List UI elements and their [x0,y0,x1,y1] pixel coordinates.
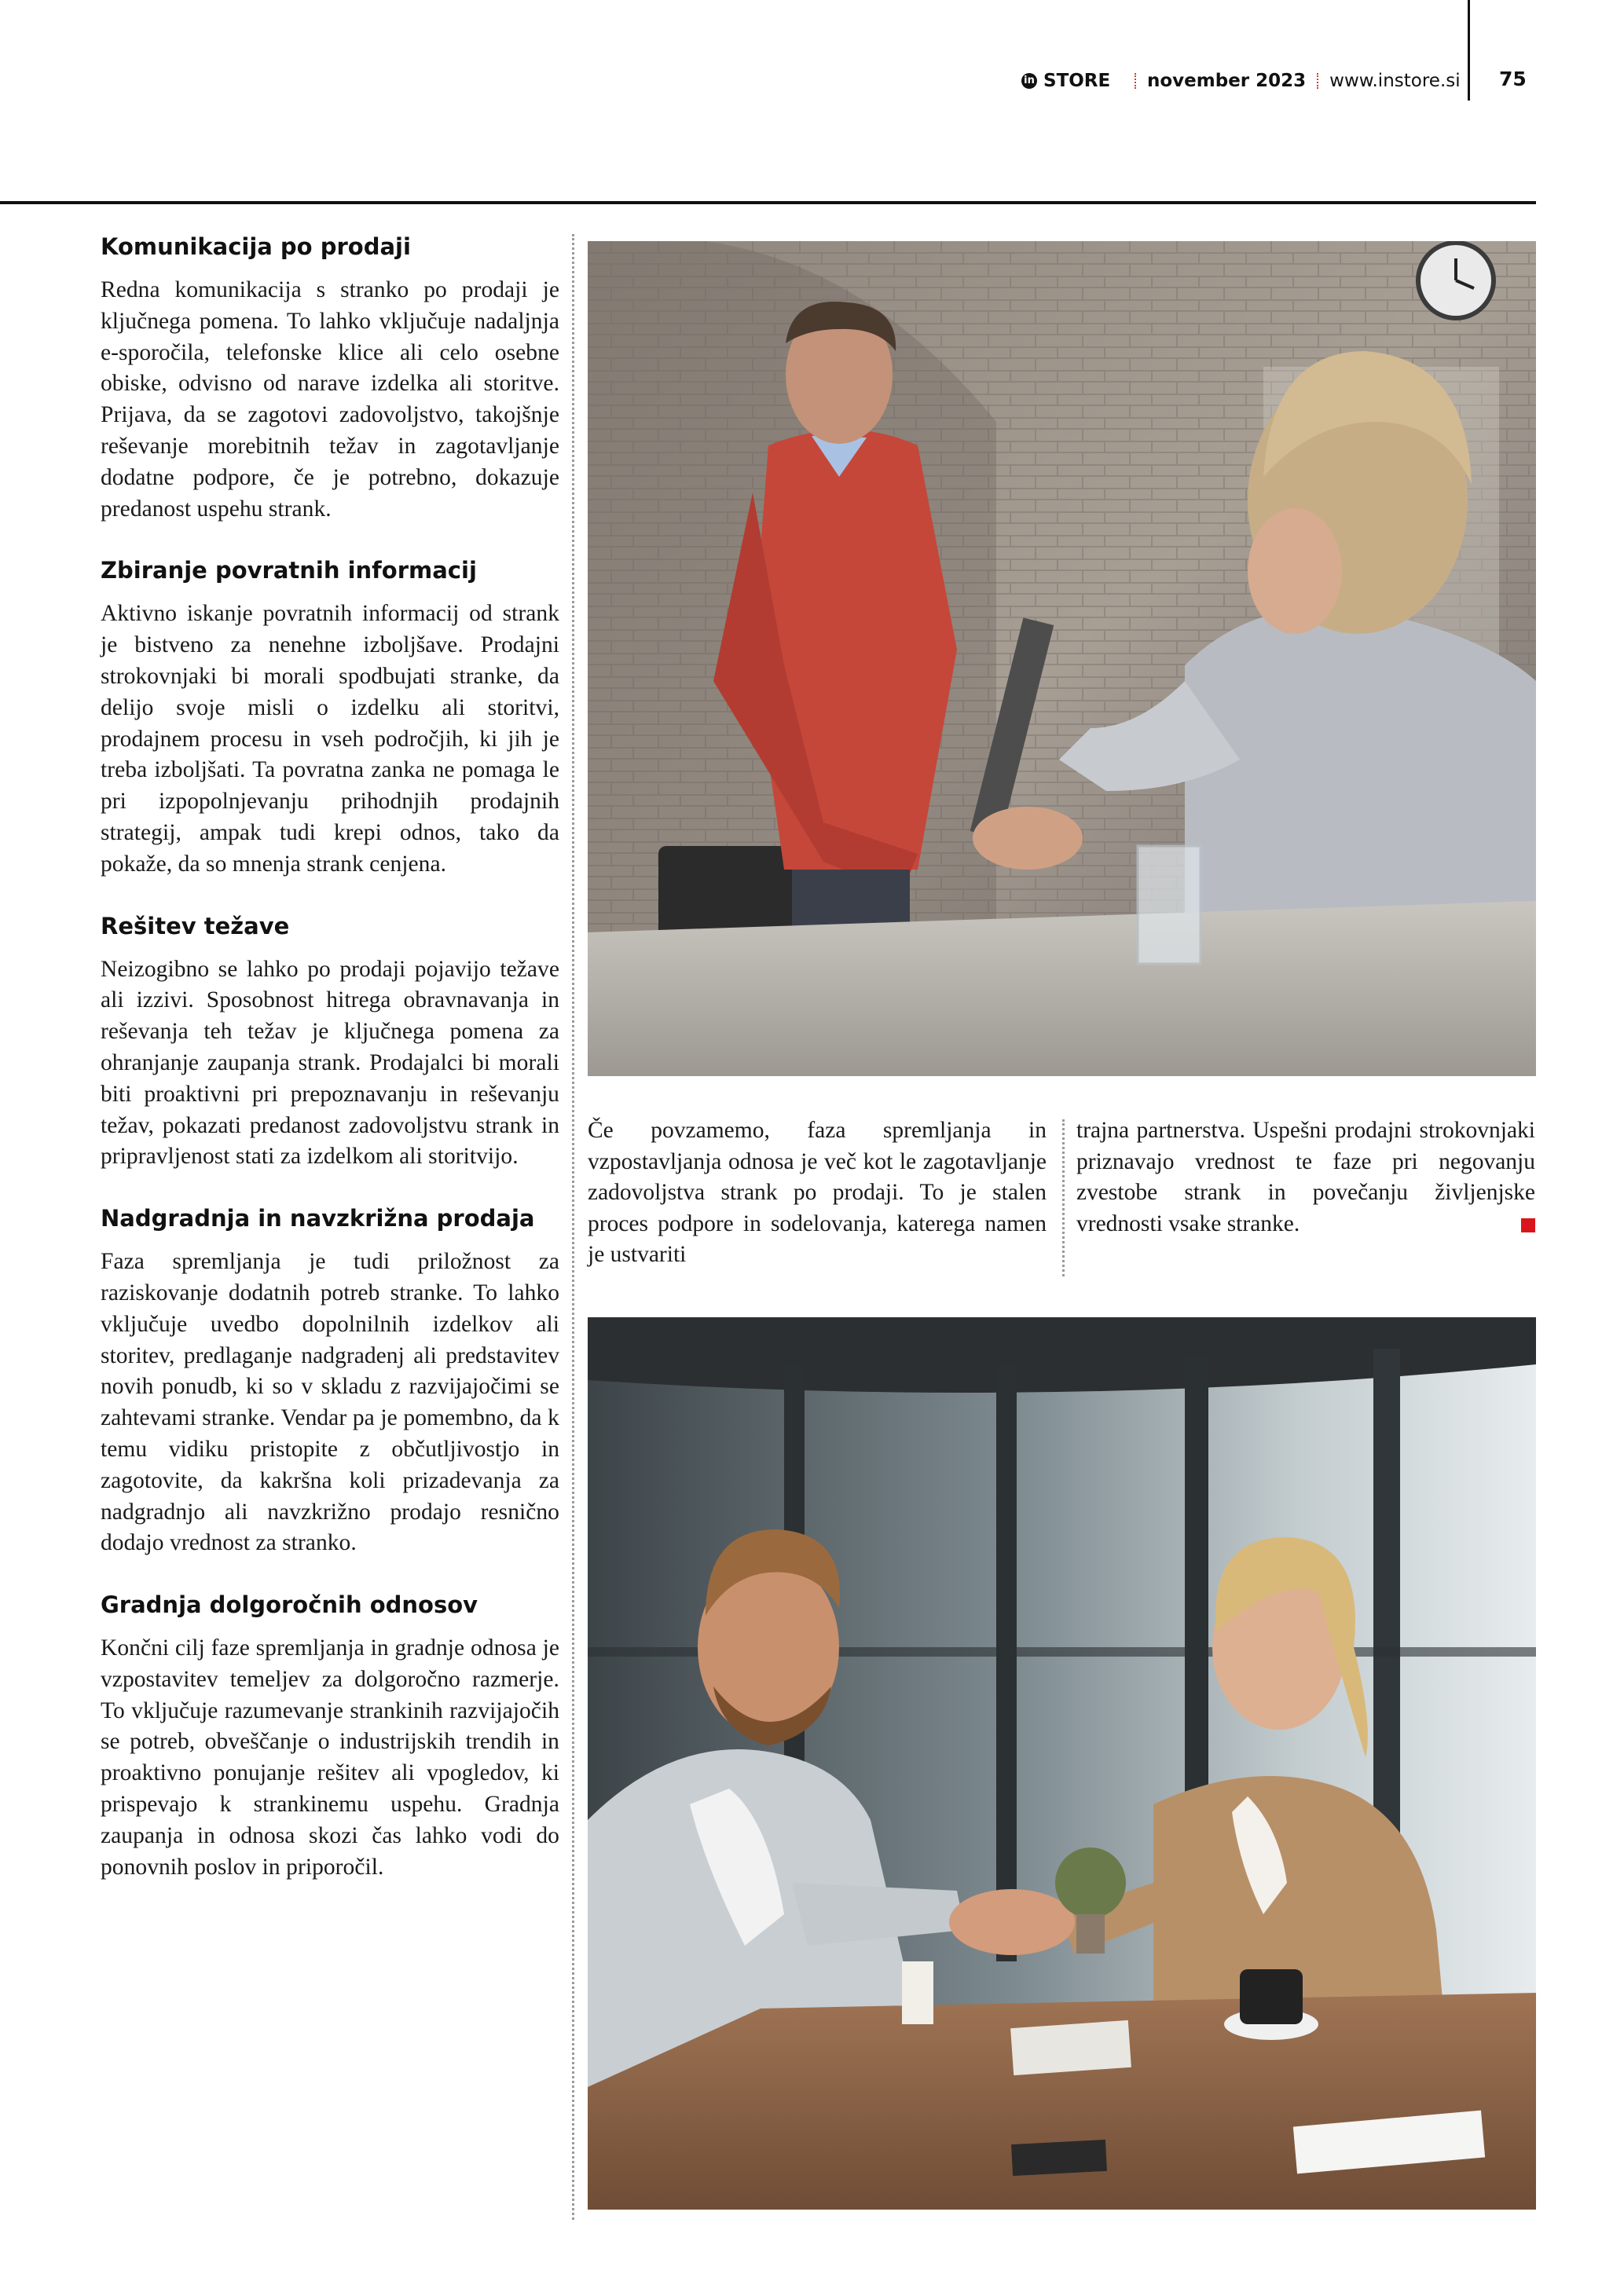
left-column [101,233,559,1914]
conclusion-text-a: Če povzamemo, faza spremljanja in vzpostavljanja odnosa je več kot le zagotavljanje zadovoljstva strank po prodaji. To je stalen proces podpore in sodelovanja, katerega namen je ustvariti [588,1118,1047,1268]
section-heading: Zbiranje povratnih informacij [101,557,477,584]
section-body: Faza spremljanja je tudi priložnost za raziskovanje dodatnih potreb stranke. To lahko vključuje uvedbo dopolnilnih izdelkov ali storitev, predlaganje nadgradenj ali predstavitev novih ponudb, ki so v skladu z razvijajočimi se zahtevami stranke. Vendar pa je pomembno, da k temu vidiku pristopite z občutljivostjo in zagotovite, da kakršna koli prizadevanja za nadgradnjo ali navzkrižno prodajo resnično dodajo vrednost za stranko. [101,1249,559,1556]
issue-date: november 2023 [1147,71,1307,91]
page-header [1021,63,1540,102]
header-divider [1468,0,1470,101]
brand-name: STORE [1043,71,1111,91]
section-povratne-informacije [101,556,559,880]
section-resitev-tezave [101,912,559,1174]
issue-meta [1124,71,1461,91]
separator [1135,73,1136,89]
handshake-illustration [588,241,1536,1076]
section-body: Neizogibno se lahko po prodaji pojavijo težave ali izzivi. Sposobnost hitrega obravnavanja in reševanja teh težav je ključnega pomena za ohranjanje zaupanja strank. Prodajalci bi morali biti proaktivni pri prepoznavanju in reševanju težav, pokazati predanost zadovoljstvu strank in pripravljenost stati za izdelkom ali storitvijo. [101,956,559,1170]
column-divider [572,234,574,2220]
section-body: Redna komunikacija s stranko po prodaji je ključnega pomena. To lahko vključuje nadaljnja e-sporočila, telefonske klice ali celo osebne obiske, odvisno od narave izdelka ali storitve. Prijava, da se zagotovi zadovoljstvo, takojšnje reševanje morebitnih težav in zagotavljanje dodatne podpore, če je potrebno, dokazuje predanost uspehu strank. [101,277,559,522]
section-heading: Rešitev težave [101,912,290,939]
page-number: 75 [1499,68,1527,90]
conclusion-column-a [588,1115,1047,1271]
handshake-meeting-photo [588,1317,1536,2210]
section-komunikacija [101,233,559,525]
section-dolgorocni-odnosi [101,1591,559,1883]
website-link[interactable]: www.instore.si [1329,71,1461,91]
handshake-photo [588,241,1536,1076]
section-body: Aktivno iskanje povratnih informacij od strank je bistveno za nenehne izboljšave. Prodajni strokovnjaki bi morali spodbujati stranke, da delijo svoje misli o izdelku ali storitvi, prodajnem procesu in vseh področjih, ki jih je treba izboljšati. Ta povratna zanka ne pomaga le pri izpopolnjevanju prihodnjih prodajnih strategij, ampak tudi krepi odnos, tako da pokaže, da so mnenja strank cenjena. [101,601,559,877]
section-heading: Gradnja dolgoročnih odnosov [101,1591,478,1619]
section-body: Končni cilj faze spremljanja in gradnje odnosa je vzpostavitev temeljev za dolgoročno razmerje. To vključuje razumevanje strankinih razvijajočih se potreb, obveščanje o industrijskih trendih in proaktivno ponujanje rešitev ali vpogledov, ki prispevajo k strankinemu uspehu. Gradnja zaupanja in odnosa skozi čas lahko vodi do ponovnih poslov in priporočil. [101,1635,559,1880]
meeting-illustration [588,1317,1536,2210]
instore-logo-icon: in [1021,73,1037,89]
conclusion-column-b [1076,1115,1535,1240]
article-end-mark-icon [1521,1218,1535,1232]
section-nadgradnja [101,1204,559,1559]
conclusion-text-b: trajna partnerstva. Uspešni prodajni strokovnjaki priznavajo vrednost te faze pri negovanju zvestobe strank in povečanju življenjske vrednosti vsake stranke. [1076,1118,1535,1236]
top-rule [0,201,1536,204]
section-heading: Komunikacija po prodaji [101,233,411,260]
magazine-brand [1021,71,1110,91]
separator [1317,73,1318,89]
section-heading: Nadgradnja in navzkrižna prodaja [101,1205,535,1232]
column-divider [1062,1119,1065,1276]
